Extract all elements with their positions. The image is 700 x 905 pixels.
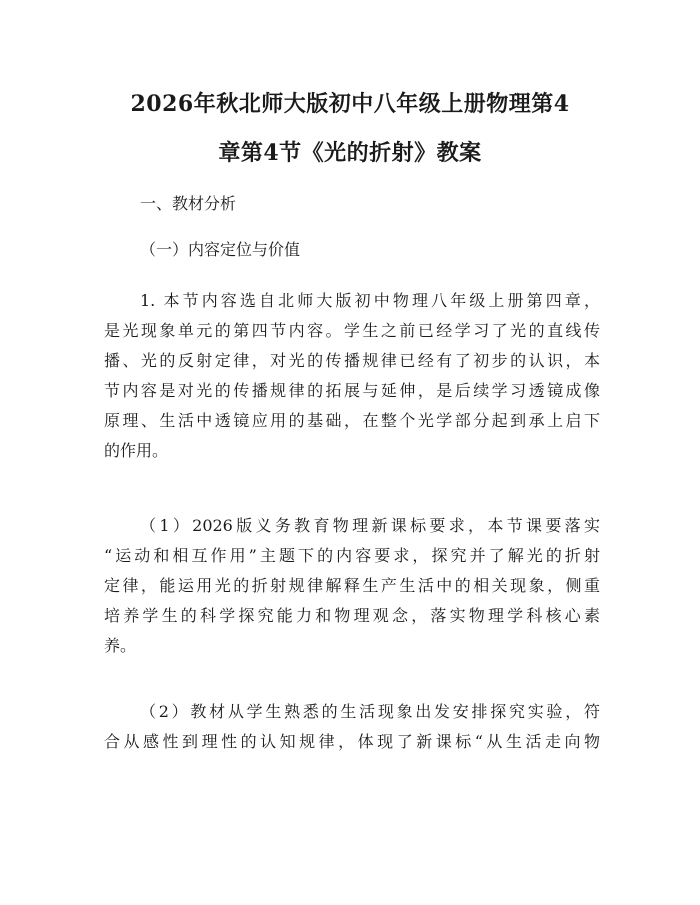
paragraph-line: 原理、生活中透镜应用的基础，在整个光学部分起到承上启下 (104, 411, 600, 430)
paragraph-3 (104, 697, 600, 757)
paragraph-1 (104, 286, 600, 466)
paragraph-line: （2）教材从学生熟悉的生活现象出发安排探究实验，符 (140, 702, 600, 721)
paragraph-2 (104, 511, 600, 661)
paragraph-line: 节内容是对光的传播规律的拓展与延伸，是后续学习透镜成像 (104, 381, 600, 400)
subsection-heading: （一）内容定位与价值 (140, 240, 301, 259)
paragraph-line: 培养学生的科学探究能力和物理观念，落实物理学科核心素 (104, 606, 600, 625)
paragraph-line: 养。 (104, 636, 137, 655)
paragraph-line: 定律，能运用光的折射规律解释生产生活中的相关现象，侧重 (104, 576, 600, 595)
paragraph-line: 合从感性到理性的认知规律，体现了新课标“从生活走向物 (104, 732, 600, 751)
title-line-2: 章第4节《光的折射》教案 (218, 140, 482, 166)
section-heading: 一、教材分析 (140, 194, 237, 213)
paragraph-line: 是光现象单元的第四节内容。学生之前已经学习了光的直线传 (104, 321, 600, 340)
title-line-1: 2026年秋北师大版初中八年级上册物理第4 (130, 91, 570, 117)
paragraph-line: 的作用。 (104, 441, 169, 460)
paragraph-line: 1. 本节内容选自北师大版初中物理八年级上册第四章， (140, 291, 600, 310)
paragraph-line: 播、光的反射定律，对光的传播规律已经有了初步的认识，本 (104, 351, 600, 370)
paragraph-line: “运动和相互作用”主题下的内容要求，探究并了解光的折射 (104, 546, 600, 565)
paragraph-line: （1）2026版义务教育物理新课标要求，本节课要落实 (140, 516, 600, 535)
document-title (96, 80, 604, 178)
